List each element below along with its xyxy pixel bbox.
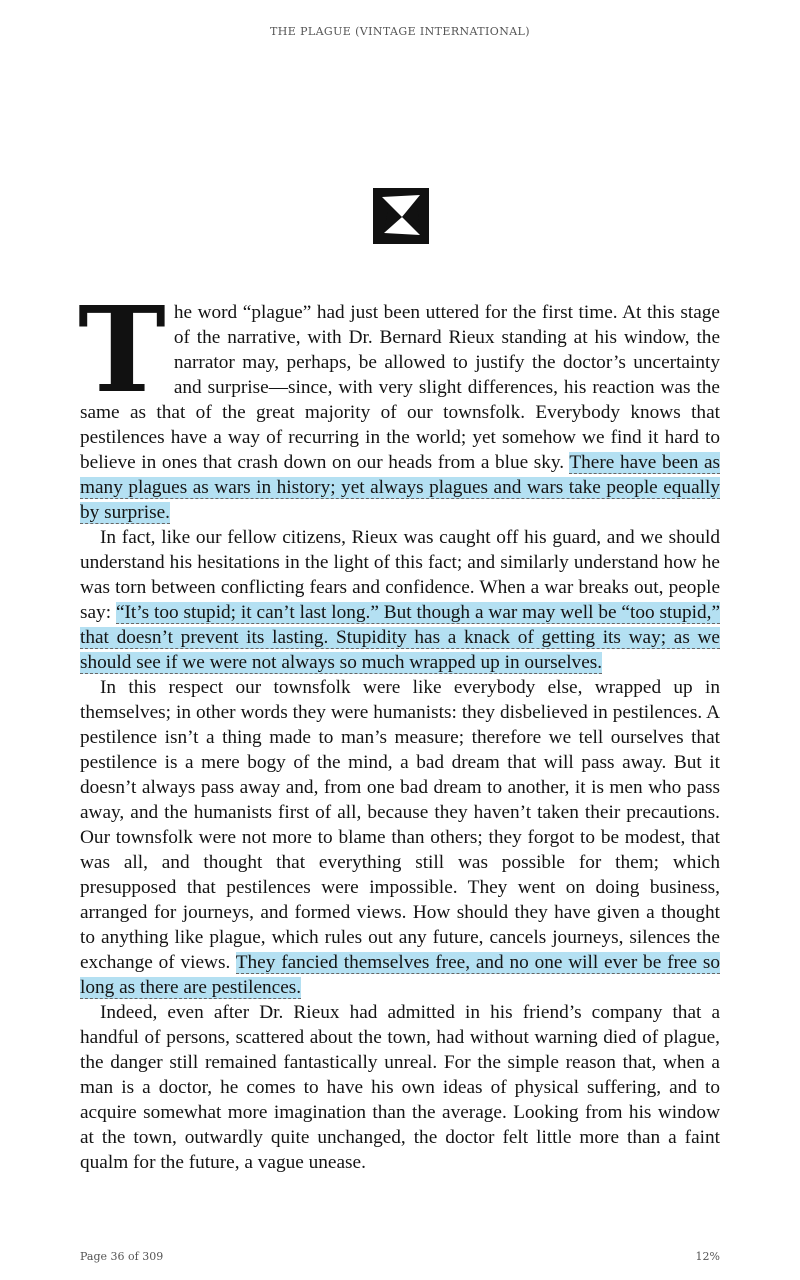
book-title: THE PLAGUE (VINTAGE INTERNATIONAL) (270, 25, 530, 38)
reader-page-text[interactable] (78, 280, 721, 1175)
drop-cap: T (78, 280, 166, 419)
highlighted-passage[interactable]: They fancied themselves free, and no one will ever be free so long as there are pestilences. (80, 952, 720, 998)
paragraph (80, 525, 720, 675)
progress-percent: 12% (695, 1250, 720, 1263)
highlighted-passage[interactable]: There have been as many plagues as wars in history; yet always plagues and wars take people equally by surprise. (80, 452, 721, 523)
paragraph-text: In fact, like our fellow citizens, Rieux was caught off his guard, and we should understand his hesitations in the light of this fact; and similarly understand how he was torn between conflicting fears and confidence. When a war breaks out, people say: (80, 527, 720, 623)
highlighted-passage[interactable]: “It’s too stupid; it can’t last long.” But though a war may well be “too stupid,” that doesn’t prevent its lasting. Stupidity has a knack of getting its way; as we should see if we were not always so much wrapped up in ourselves. (80, 602, 720, 673)
paragraph-text: Indeed, even after Dr. Rieux had admitted in his friend’s company that a handful of persons, scattered about the town, had without warning died of plague, the danger still remained fantastically unreal. For the simple reason that, when a man is a doctor, he comes to have his own ideas of physical suffering, and to acquire somewhat more imagination than the average. Looking from his window at the town, outwardly quite unchanged, the doctor felt little more than a faint qualm for the future, a vague unease. (80, 1002, 720, 1173)
page-indicator: Page 36 of 309 (80, 1250, 164, 1263)
paragraph-text: In this respect our townsfolk were like everybody else, wrapped up in themselves; in other words they were humanists: they disbelieved in pestilences. A pestilence isn’t a thing made to man’s measure; therefore we tell ourselves that pestilence is a mere bogy of the mind, a bad dream that will pass away. But it doesn’t always pass away and, from one bad dream to another, it is men who pass away, and the humanists first of all, because they haven’t taken their precautions. Our townsfolk were not more to blame than others; they forgot to be modest, that was all, and thought that everything still was possible for them; which presupposed that pestilences were impossible. They went on doing business, arranged for journeys, and formed views. How should they have given a thought to anything like plague, which rules out any future, cancels journeys, silences the exchange of views. (80, 677, 720, 973)
paragraph-text: he word “plague” had just been uttered for the first time. At this stage of the narrative, with Dr. Bernard Rieux standing at his window, the narrator may, perhaps, be allowed to justify the doctor’s uncertainty and surprise—since, with very slight differences, his reaction was the same as that of the great majority of our townsfolk. Everybody knows that pestilences have a way of recurring in the world; yet somehow we find it hard to believe in ones that crash down on our heads from a blue sky. (80, 302, 720, 473)
paragraph (80, 675, 720, 1000)
paragraph (80, 1000, 720, 1175)
paragraph (78, 280, 721, 525)
decorative-ornament-icon (372, 187, 430, 245)
